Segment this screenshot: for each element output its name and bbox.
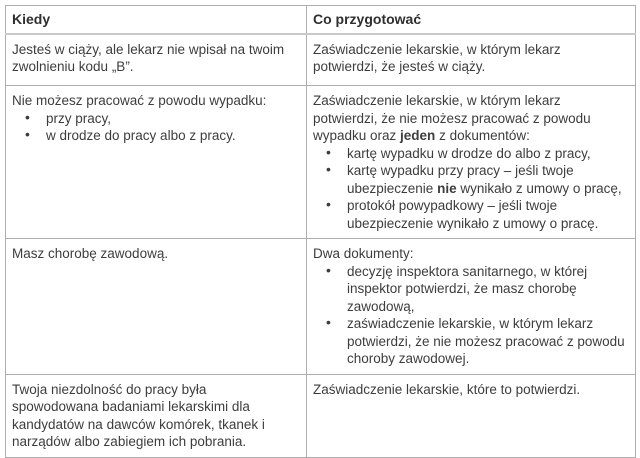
row2-co-list: [313, 145, 625, 233]
table-row: [6, 374, 636, 457]
list-item: • przy pracy,: [46, 110, 296, 128]
row3-co-intro: Dwa dokumenty:: [313, 246, 414, 261]
cell-row1-kiedy: [6, 34, 307, 86]
row2-co-intro: [313, 92, 625, 145]
row3-kiedy-text: Masz chorobę zawodową.: [12, 246, 169, 261]
cell-row3-co: [307, 239, 636, 375]
row4-co-text: Zaświadczenie lekarskie, które to potwierdzi.: [313, 381, 581, 397]
list-item: • w drodze do pracy albo z pracy.: [46, 127, 296, 145]
cell-row3-kiedy: [6, 239, 307, 375]
table-row: [6, 86, 636, 239]
cell-row4-kiedy: [6, 374, 307, 457]
row1-co-text: Zaświadczenie lekarskie, w którym lekarz potwierdzi, że jesteś w ciąży.: [313, 41, 561, 74]
row2-kiedy-intro: Nie możesz pracować z powodu wypadku:: [12, 93, 267, 108]
row3-co-list: [313, 263, 625, 368]
list-item: • protokół powypadkowy – jeśli twoje ubezpieczenie wynikało z umowy o pracę.: [347, 197, 625, 232]
list-item: • decyzję inspektora sanitarnego, w której inspektor potwierdzi, że masz chorobę zawodową,: [347, 263, 625, 316]
table-header-row: [6, 6, 636, 34]
list-item: • kartę wypadku w drodze do albo z pracy,: [347, 145, 625, 163]
table-row: [6, 34, 636, 86]
table-row: [6, 239, 636, 375]
row1-kiedy-text: Jesteś w ciąży, ale lekarz nie wpisał na twoim zwolnieniu kodu „B”.: [12, 41, 285, 74]
row2-co-bullet2-text-2: wynikało z umowy o pracę,: [456, 180, 622, 196]
cell-row2-co: [307, 86, 636, 239]
requirements-table: [5, 5, 636, 458]
row2-co-intro-text: Zaświadczenie lekarskie, w którym lekarz potwierdzi, że nie możesz pracować z powodu wypadku oraz: [313, 93, 591, 143]
row4-kiedy-text: Twoja niezdolność do pracy była spowodowana badaniami lekarskimi dla kandydatów na dawców komórek, tkanek i narządów albo zabiegiem ich pobrania.: [12, 381, 265, 449]
column-header-co-przygotowac: Co przygotować: [307, 6, 636, 34]
list-item: [347, 162, 625, 197]
cell-row4-co: [307, 374, 636, 457]
row2-co-intro-bold: jeden: [400, 128, 436, 143]
row2-co-bullet2-bold: nie: [437, 180, 457, 196]
row2-co-intro-text-2: z dokumentów:: [435, 128, 530, 143]
list-item: • zaświadczenie lekarskie, w którym lekarz potwierdzi, że nie możesz pracować z powodu choroby zawodowej.: [347, 315, 625, 368]
cell-row1-co: [307, 34, 636, 86]
column-header-kiedy: Kiedy: [6, 6, 307, 34]
row2-kiedy-list: [12, 110, 296, 145]
cell-row2-kiedy: [6, 86, 307, 239]
row2-co-bullet2-text: kartę wypadku przy pracy – jeśli twoje ubezpieczenie: [347, 163, 574, 196]
